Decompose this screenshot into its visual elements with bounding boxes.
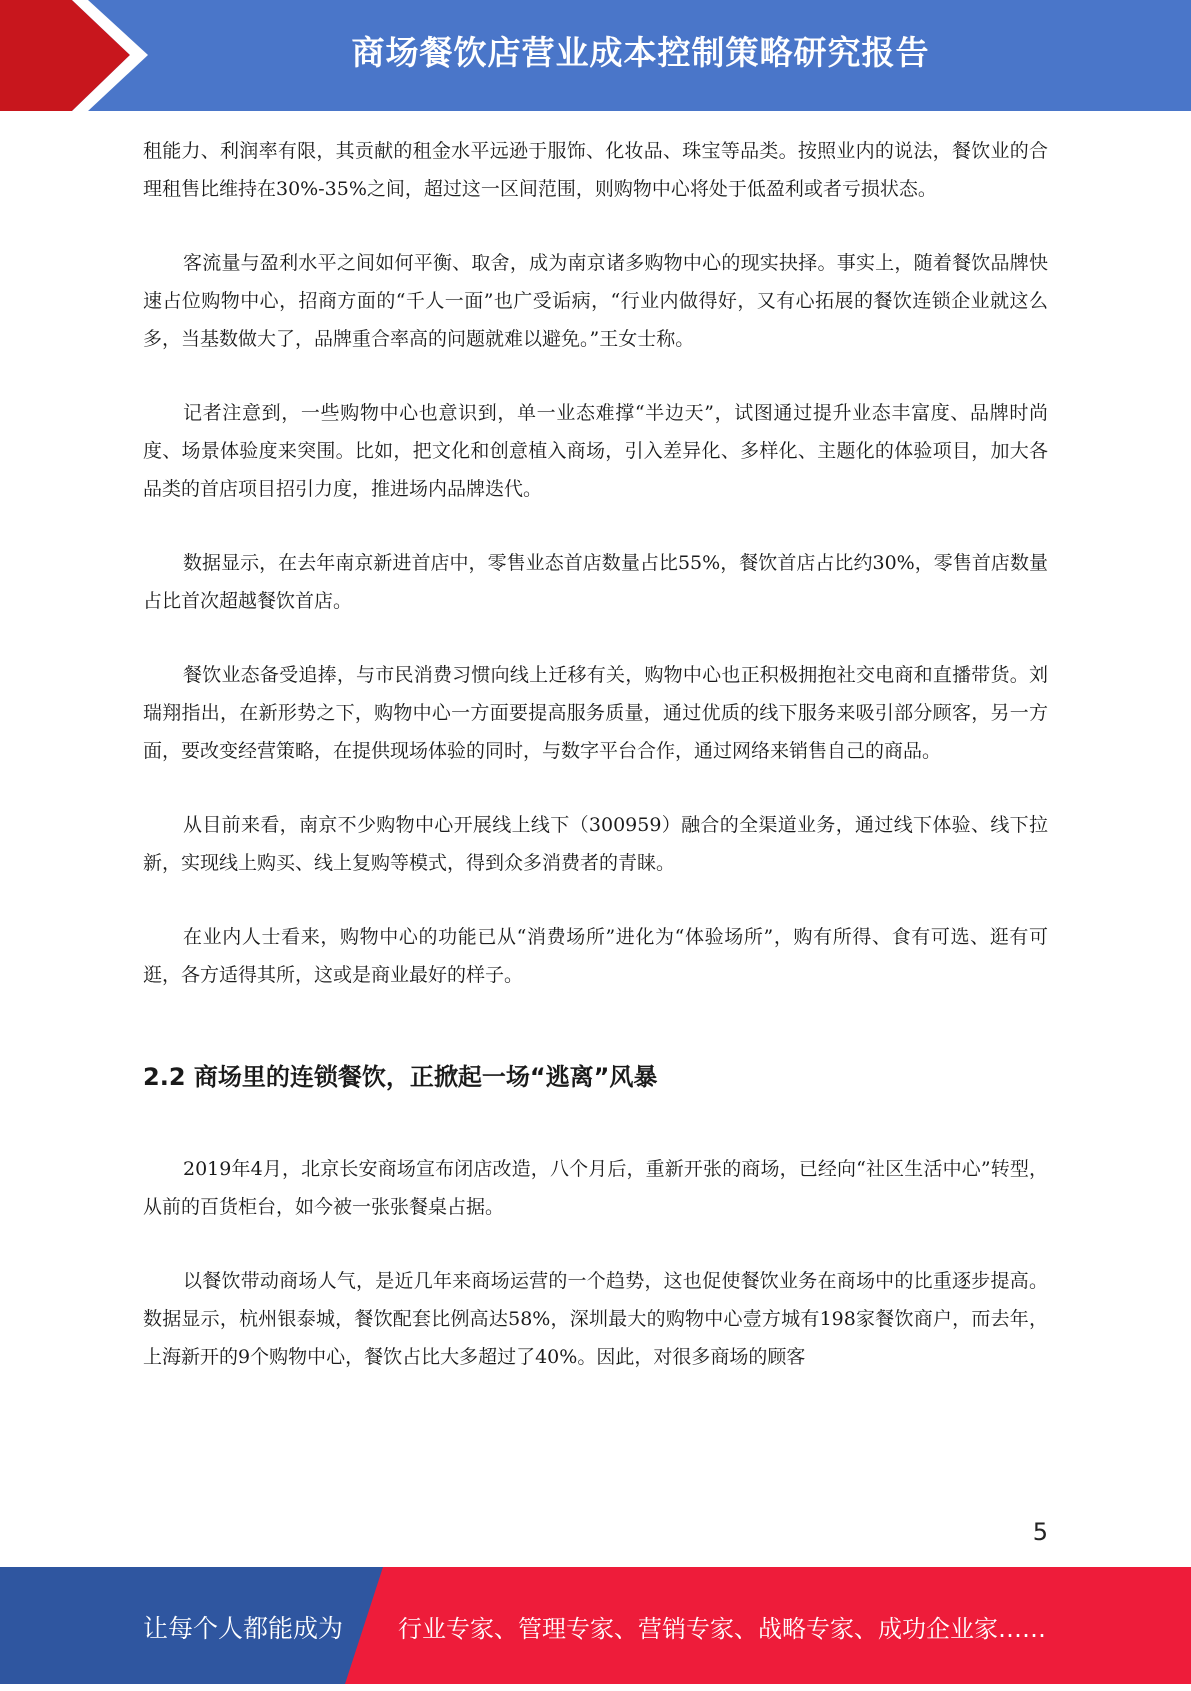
- paragraph: 餐饮业态备受追捧，与市民消费习惯向线上迁移有关，购物中心也正积极拥抱社交电商和直播带货。刘瑞翔指出，在新形势之下，购物中心一方面要提高服务质量，通过优质的线下服务来吸引部分顾客，另一方面，要改变经营策略，在提供现场体验的同时，与数字平台合作，通过网络来销售自己的商品。: [143, 664, 1048, 762]
- paragraph: 以餐饮带动商场人气，是近几年来商场运营的一个趋势，这也促使餐饮业务在商场中的比重逐步提高。数据显示，杭州银泰城，餐饮配套比例高达58%，深圳最大的购物中心壹方城有198家餐饮商户，而去年，上海新开的9个购物中心，餐饮占比大多超过了40%。因此，对很多商场的顾客: [143, 1270, 1048, 1368]
- section-heading: 2.2 商场里的连锁餐饮，正掀起一场“逃离”风暴: [143, 1063, 658, 1091]
- page-header: [0, 0, 1191, 111]
- document-body: [143, 132, 1048, 1412]
- paragraph: 数据显示，在去年南京新进首店中，零售业态首店数量占比55%，餐饮首店占比约30%，零售首店数量占比首次超越餐饮首店。: [143, 552, 1048, 612]
- page-footer: [0, 1567, 1191, 1684]
- paragraph: 客流量与盈利水平之间如何平衡、取舍，成为南京诸多购物中心的现实抉择。事实上，随着餐饮品牌快速占位购物中心，招商方面的“千人一面”也广受诟病，“行业内做得好，又有心拓展的餐饮连锁企业就这么多，当基数做大了，品牌重合率高的问题就难以避免。”王女士称。: [143, 252, 1048, 350]
- paragraph: 从目前来看，南京不少购物中心开展线上线下（300959）融合的全渠道业务，通过线下体验、线下拉新，实现线上购买、线上复购等模式，得到众多消费者的青睐。: [143, 814, 1048, 874]
- paragraph: 租能力、利润率有限，其贡献的租金水平远逊于服饰、化妆品、珠宝等品类。按照业内的说法，餐饮业的合理租售比维持在30%-35%之间，超过这一区间范围，则购物中心将处于低盈利或者亏损状态。: [143, 140, 1048, 200]
- paragraph: 2019年4月，北京长安商场宣布闭店改造，八个月后，重新开张的商场，已经向“社区生活中心”转型，从前的百货柜台，如今被一张张餐桌占据。: [143, 1158, 1048, 1218]
- paragraph: 在业内人士看来，购物中心的功能已从“消费场所”进化为“体验场所”，购有所得、食有可选、逛有可逛，各方适得其所，这或是商业最好的样子。: [143, 926, 1048, 986]
- document-title: 商场餐饮店营业成本控制策略研究报告: [351, 33, 930, 72]
- page-number: 5: [1032, 1518, 1048, 1546]
- paragraph: 记者注意到，一些购物中心也意识到，单一业态难撑“半边天”，试图通过提升业态丰富度、品牌时尚度、场景体验度来突围。比如，把文化和创意植入商场，引入差异化、多样化、主题化的体验项目，加大各品类的首店项目招引力度，推进场内品牌迭代。: [143, 402, 1048, 500]
- footer-slogan-right: 行业专家、管理专家、营销专家、战略专家、成功企业家……: [398, 1615, 1046, 1643]
- footer-slogan-left: 让每个人都能成为: [143, 1614, 344, 1643]
